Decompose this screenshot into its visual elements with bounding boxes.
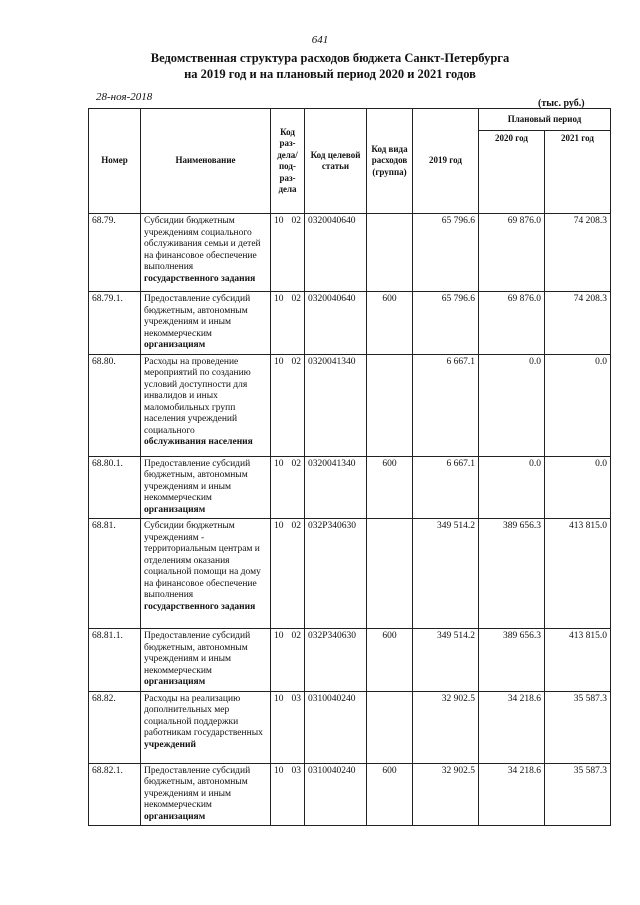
- row-target-code: 0320040640: [305, 214, 367, 292]
- row-target-code: 032P340630: [305, 629, 367, 692]
- row-section-code: [271, 691, 305, 763]
- row-amount-2021: 35 587.3: [545, 763, 611, 826]
- row-target-code: 0320041340: [305, 456, 367, 519]
- razdel-code: 10: [274, 356, 284, 367]
- podrazdel-code: 02: [291, 458, 301, 469]
- row-name: [141, 456, 271, 519]
- table-body: [89, 214, 611, 826]
- razdel-code: 10: [274, 631, 284, 641]
- row-expense-type: [367, 214, 413, 292]
- row-name-last-line: организациям: [144, 340, 206, 350]
- row-amount-2020: 69 876.0: [479, 214, 545, 292]
- row-amount-2019: 349 514.2: [413, 629, 479, 692]
- table-row: [89, 763, 611, 826]
- header-planned-period: Плановый период: [479, 109, 611, 131]
- row-amount-2021: 74 208.3: [545, 214, 611, 292]
- row-name-text: Субсидии бюджетным учреждениям - территориальным центрам и отделениям оказания социальной помощи на дому на финансовое обеспечение выполнения: [144, 521, 261, 600]
- row-expense-type: 600: [367, 456, 413, 519]
- row-name-text: Субсидии бюджетным учреждениям социального обслуживания семьи и детей на финансовое обеспечение выполнения: [144, 216, 261, 272]
- row-amount-2021: 74 208.3: [545, 292, 611, 355]
- row-target-code: 0320040640: [305, 292, 367, 355]
- row-section-code: [271, 519, 305, 629]
- row-name-text: Расходы на реализацию дополнительных мер социальной поддержки работникам государственных: [144, 693, 263, 738]
- row-amount-2020: 69 876.0: [479, 292, 545, 355]
- podrazdel-code: 02: [291, 294, 301, 304]
- row-amount-2021: 413 815.0: [545, 519, 611, 629]
- table-row: [89, 691, 611, 763]
- row-section-code: [271, 763, 305, 826]
- header-year-2020: 2020 год: [479, 131, 545, 214]
- row-section-code: [271, 292, 305, 355]
- podrazdel-code: 02: [291, 356, 301, 367]
- podrazdel-code: 03: [291, 693, 301, 704]
- row-amount-2020: 34 218.6: [479, 691, 545, 763]
- podrazdel-code: 03: [291, 765, 301, 776]
- row-number: 68.81.1.: [89, 629, 141, 692]
- row-number: 68.79.1.: [89, 292, 141, 355]
- row-name-last-line: организациям: [144, 677, 206, 687]
- row-amount-2019: 32 902.5: [413, 691, 479, 763]
- table-row: [89, 519, 611, 629]
- table-row: [89, 354, 611, 456]
- row-target-code: 0310040240: [305, 691, 367, 763]
- row-name: [141, 292, 271, 355]
- header-expense-type: Код вида расходов (группа): [367, 109, 413, 214]
- title-line-1: Ведомственная структура расходов бюджета Санкт-Петербурга: [150, 51, 510, 65]
- row-expense-type: [367, 354, 413, 456]
- row-number: 68.79.: [89, 214, 141, 292]
- row-name: [141, 691, 271, 763]
- podrazdel-code: 02: [291, 216, 301, 226]
- row-amount-2021: 0.0: [545, 456, 611, 519]
- row-number: 68.80.: [89, 354, 141, 456]
- row-name: [141, 519, 271, 629]
- row-name: [141, 354, 271, 456]
- header-year-2021: 2021 год: [545, 131, 611, 214]
- razdel-code: 10: [274, 521, 284, 531]
- title-line-2: на 2019 год и на плановый период 2020 и 2021 годов: [184, 67, 476, 81]
- header-target: Код целевой статьи: [305, 109, 367, 214]
- row-section-code: [271, 214, 305, 292]
- row-expense-type: 600: [367, 629, 413, 692]
- table-row: [89, 214, 611, 292]
- row-amount-2019: 6 667.1: [413, 456, 479, 519]
- row-name-text: Предоставление субсидий бюджетным, автономным учреждениям и иным некоммерческим: [144, 294, 251, 339]
- row-name: [141, 214, 271, 292]
- row-name-last-line: организациям: [144, 504, 206, 515]
- header-name: Наименование: [141, 109, 271, 214]
- row-amount-2020: 0.0: [479, 456, 545, 519]
- row-name-last-line: государственного задания: [144, 273, 256, 284]
- row-amount-2021: 0.0: [545, 354, 611, 456]
- page-number: 641: [311, 34, 329, 46]
- document-title: [120, 50, 540, 82]
- row-amount-2019: 349 514.2: [413, 519, 479, 629]
- table-row: [89, 456, 611, 519]
- table-row: [89, 629, 611, 692]
- row-amount-2019: 6 667.1: [413, 354, 479, 456]
- row-expense-type: [367, 519, 413, 629]
- header-section: Код раз-дела/ под-раз-дела: [271, 109, 305, 214]
- row-name-text: Предоставление субсидий бюджетным, автономным учреждениям и иным некоммерческим: [144, 765, 251, 810]
- podrazdel-code: 02: [291, 631, 301, 641]
- row-name-last-line: обслуживания населения: [144, 437, 253, 447]
- row-number: 68.80.1.: [89, 456, 141, 519]
- razdel-code: 10: [274, 216, 284, 226]
- units-label: (тыс. руб.): [538, 98, 585, 109]
- row-amount-2020: 0.0: [479, 354, 545, 456]
- row-section-code: [271, 629, 305, 692]
- razdel-code: 10: [274, 458, 284, 469]
- row-amount-2020: 389 656.3: [479, 629, 545, 692]
- row-target-code: 032P340630: [305, 519, 367, 629]
- table-row: [89, 292, 611, 355]
- row-name-last-line: учреждений: [144, 739, 196, 750]
- row-number: 68.82.: [89, 691, 141, 763]
- budget-table: [88, 108, 611, 826]
- row-expense-type: [367, 691, 413, 763]
- row-name-last-line: государственного задания: [144, 601, 256, 612]
- row-amount-2021: 413 815.0: [545, 629, 611, 692]
- row-amount-2020: 34 218.6: [479, 763, 545, 826]
- header-year-2019: 2019 год: [413, 109, 479, 214]
- row-expense-type: 600: [367, 292, 413, 355]
- header-number: Номер: [89, 109, 141, 214]
- row-amount-2019: 65 796.6: [413, 292, 479, 355]
- razdel-code: 10: [274, 294, 284, 304]
- row-number: 68.82.1.: [89, 763, 141, 826]
- row-target-code: 0310040240: [305, 763, 367, 826]
- row-name: [141, 629, 271, 692]
- row-expense-type: 600: [367, 763, 413, 826]
- row-target-code: 0320041340: [305, 354, 367, 456]
- document-date: 28-ноя-2018: [96, 91, 153, 103]
- row-name-text: Расходы на проведение мероприятий по созданию условий доступности для инвалидов и иных маломобильных групп населения учреждений социального: [144, 356, 251, 436]
- row-amount-2020: 389 656.3: [479, 519, 545, 629]
- row-amount-2021: 35 587.3: [545, 691, 611, 763]
- row-name-text: Предоставление субсидий бюджетным, автономным учреждениям и иным некоммерческим: [144, 458, 251, 503]
- razdel-code: 10: [274, 693, 284, 704]
- row-name-text: Предоставление субсидий бюджетным, автономным учреждениям и иным некоммерческим: [144, 631, 251, 676]
- row-name: [141, 763, 271, 826]
- row-amount-2019: 32 902.5: [413, 763, 479, 826]
- row-amount-2019: 65 796.6: [413, 214, 479, 292]
- row-section-code: [271, 456, 305, 519]
- row-section-code: [271, 354, 305, 456]
- razdel-code: 10: [274, 765, 284, 776]
- row-number: 68.81.: [89, 519, 141, 629]
- podrazdel-code: 02: [291, 521, 301, 531]
- row-name-last-line: организациям: [144, 811, 206, 822]
